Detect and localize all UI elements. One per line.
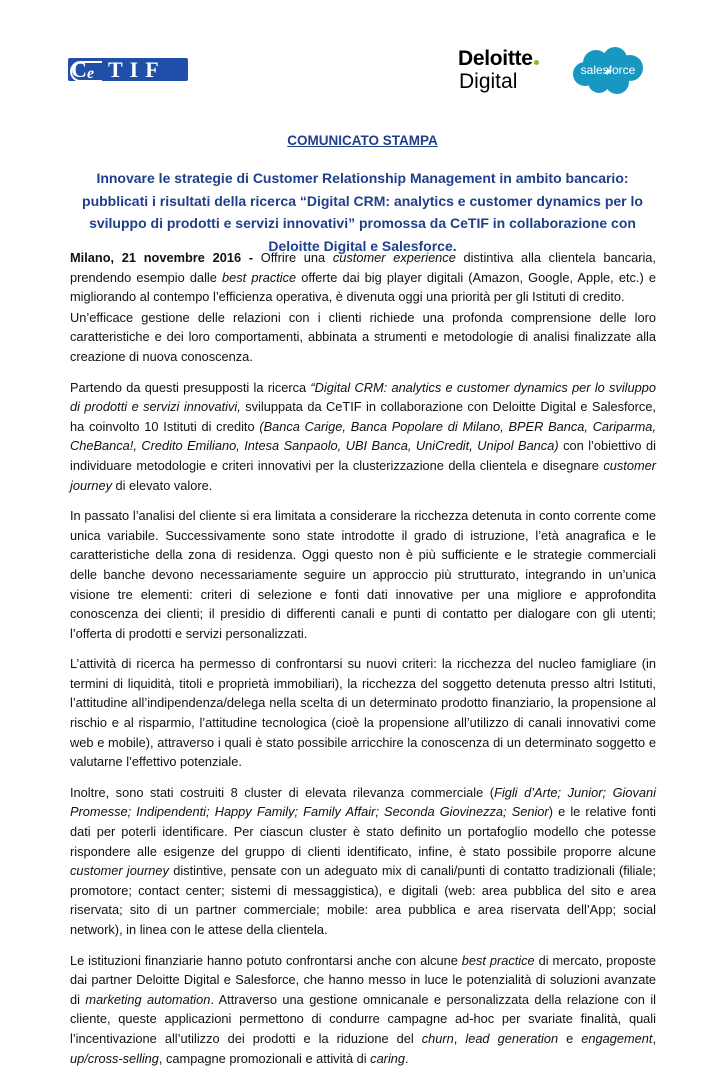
paragraph-research-run: customer journey [70,457,656,493]
paragraph-intro-run: offerte dai big player digitali (Amazon, Google, Apple, etc.) e migliorando al contempo l’efficienza operativa, è divenuta oggi una priorità per gli Istituti di credito. [70,269,656,305]
paragraph-research-run: “Digital CRM: analytics e customer dynamics per lo sviluppo di prodotti e servizi innovativi, [70,379,656,415]
paragraph-best-practice-run: , [453,1030,466,1046]
paragraph-best-practice-run: , campagne promozionali e attività di [158,1050,371,1066]
paragraph-best-practice-run: up/cross-selling [70,1050,159,1066]
deloitte-logo-name: Deloitte [458,47,533,70]
deloitte-logo-sub: Digital [459,70,518,93]
paragraph-best-practice-run: e [558,1030,582,1046]
cetif-logo-e: e [87,65,95,81]
paragraph-clusters-run: customer journey [70,863,169,879]
paragraph-intro-run: Milano, 21 novembre 2016 - [70,250,254,265]
paragraph-intro-run: Offrire una [253,250,333,265]
paragraph-past [70,506,656,643]
paragraph-best-practice-run: . [405,1050,409,1066]
paragraph-clusters-run: ) e le relative fonti dati per poterli identificare. Per ciascun cluster è stato definito un portafoglio modello che potesse rispondere alle esigenze del gruppo di clienti identificato, infine, è stato possibile proporre alcune [70,804,656,859]
paragraph-research-run: (Banca Carige, Banca Popolare di Milano, BPER Banca, Cariparma, CheBanca!, Credito Emiliano, Intesa Sanpaolo, UBI Banca, UniCredit, Unipol Banca) [70,418,656,454]
paragraph-criteria [70,654,656,772]
paragraph-relations [70,308,656,367]
paragraph-research-run: con l’obiettivo di individuare metodologie e criteri innovativi per la clusterizzazione della clientela e disegnare [70,438,656,473]
deloitte-digital-logo [458,47,568,97]
paragraph-best-practice-run: di mercato, proposte dai partner Deloitte Digital e Salesforce, che hanno messo in luce le potenzialità di soluzioni avanzate di [70,952,656,1007]
paragraph-clusters-run: Inoltre, sono stati costruiti 8 cluster di elevata rilevanza commerciale ( [70,784,495,800]
paragraph-best-practice-run: churn [421,1030,454,1046]
paragraph-clusters-run: Figli d’Arte; Junior; Giovani Promesse; Indipendenti; Happy Family; Family Affair; Seconda Giovinezza; Senior [70,784,656,820]
paragraph-research [70,378,656,496]
press-release-title: COMUNICATO STAMPA [287,133,438,148]
salesforce-logo [570,46,646,96]
paragraph-intro [70,248,656,307]
paragraph-best-practice-run: , [652,1030,656,1046]
paragraph-best-practice-run: best practice [461,952,535,968]
paragraph-best-practice-run: Le istituzioni finanziarie hanno potuto confrontarsi anche con alcune [70,952,462,968]
paragraph-criteria-run: L’attività di ricerca ha permesso di confrontarsi su nuovi criteri: la ricchezza del nucleo famigliare (in termini di liquidità, titoli e proprietà immobiliari), la ricchezza del soggetto detenuta presso altri Istituti, l’attitudine all’indipendenza/delega nella scelta di un determinato prodotto finanziario, la propensione al rischio e al risparmio, l’attitudine tecnologica (cioè la propensione all’utilizzo di canali innovativi come web e mobile), attraverso i quali è stato possibile arricchire la conoscenza di un determinato soggetto e valutarne l’effettivo potenziale. [70,656,656,770]
paragraph-past-run: In passato l’analisi del cliente si era limitata a considerare la ricchezza detenuta in conto corrente come unica variabile. Successivamente sono state introdotte il grado di istruzione, l’età anagrafica e le caratteristiche della zona di residenza. Oggi questo non è più sufficiente e le strategie commerciali delle banche devono necessariamente seguire un approccio più strutturato, integrando in un’unica visione tre elementi: criteri di selezione e fonti dati innovative per una migliore e approfondita conoscenza dei clienti; il presidio di differenti canali e punti di contatto per dialogare con gli utenti; l’offerta di prodotti e servizi personalizzati. [70,508,656,641]
paragraph-best-practice-run: marketing automation [85,991,211,1007]
salesforce-logo-label: salesforce [580,63,636,77]
cetif-logo-c: C [71,58,87,81]
paragraph-research-run: di elevato valore. [111,477,213,493]
paragraph-research-run: Partendo da questi presupposti la ricerca [70,379,311,395]
paragraph-best-practice-run: . Attraverso una gestione omnicanale e personalizzata della relazione con il cliente, queste applicazioni permettono di condurre campagne ad-hoc per svariate finalità, quali l’incentivazione all’utilizzo dei prodotti e la riduzione del [70,991,657,1046]
paragraph-clusters-run: distintive, pensate con un adeguato mix di canali/punti di contatto tradizionali (filiale; promotore; contact center; sistemi di messaggistica), e digitali (web: area pubblica del sito e area riservata; sito di un partner commerciale; mobile: area pubblica e area riservata dell’App; social network), in linea con le attese della clientela. [70,863,656,937]
article-body [70,248,656,1079]
paragraph-best-practice-run: caring [370,1050,406,1066]
paragraph-relations-run: Un’efficace gestione delle relazioni con i clienti richiede una profonda comprensione delle loro caratteristiche e dei loro comportamenti, abbinata a strumenti e metodologie di analisi finalizzate alla creazione di nuova conoscenza. [70,309,656,364]
paragraph-intro-run: distintiva alla clientela bancaria, prendendo esempio dalle [70,250,656,285]
paragraph-clusters [70,783,656,940]
paragraph-best-practice-run: lead generation [465,1030,559,1046]
headline: Innovare le strategie di Customer Relationship Management in ambito bancario: pubblicati i risultati della ricerca “Digital CRM: analytics e customer dynamics per lo sviluppo di prodotti e servizi innovativi” promossa da CeTIF in collaborazione con Deloitte Digital e Salesforce. [82,170,643,254]
paragraph-research-run: sviluppata da CeTIF in collaborazione con Deloitte Digital e Salesforce, ha coinvolto 10 Istituti di credito [70,399,656,434]
paragraph-intro-run: best practice [222,269,297,285]
deloitte-logo-dot [534,60,539,65]
cetif-logo-tif: TIF [108,58,166,81]
paragraph-best-practice-run: engagement [581,1030,653,1046]
paragraph-intro-run: customer experience [332,250,456,265]
paragraph-best-practice [70,951,656,1069]
cetif-logo [68,58,188,81]
